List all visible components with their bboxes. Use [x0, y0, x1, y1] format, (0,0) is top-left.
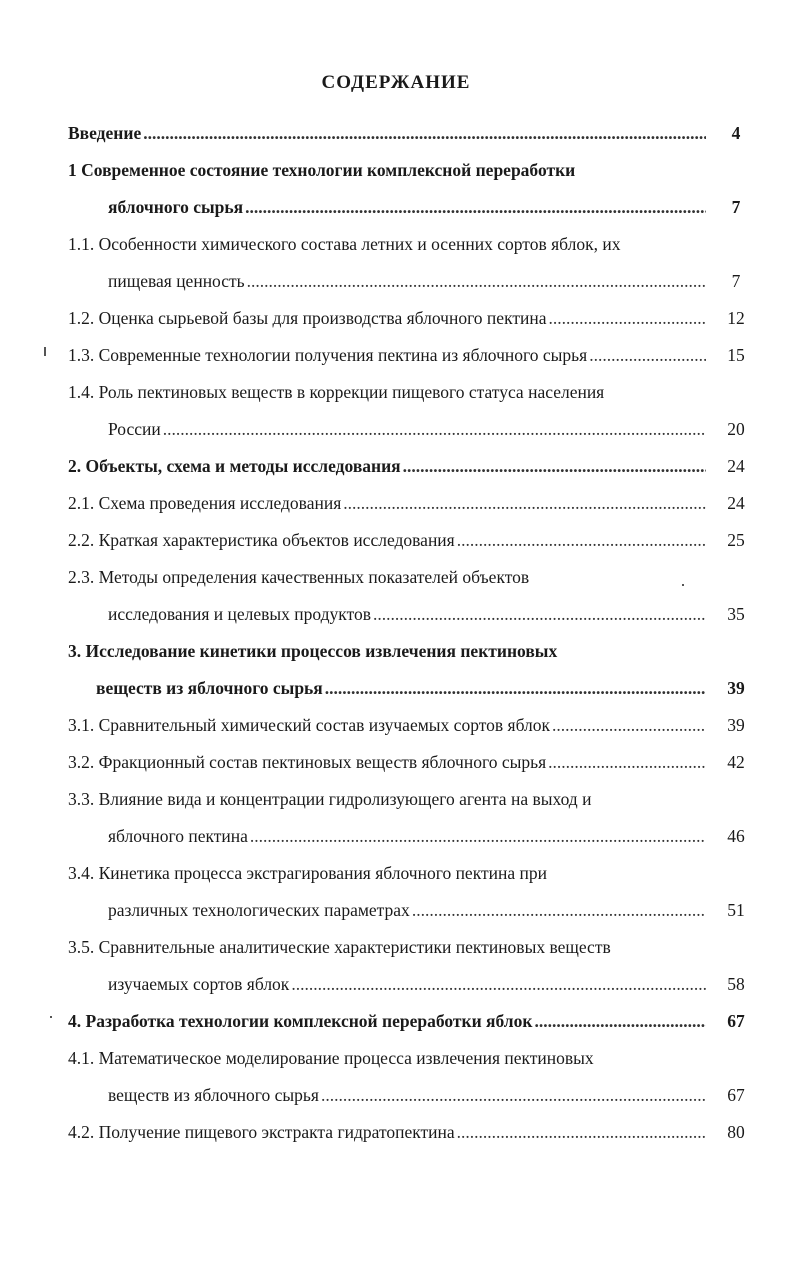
toc-entry-text: 1.2. Оценка сырьевой базы для производства яблочного пектина	[68, 308, 547, 328]
toc-page-number: 35	[727, 604, 745, 624]
toc-entry-intro	[68, 122, 706, 144]
toc-entry-text: 2.2. Краткая характеристика объектов исследования	[68, 530, 455, 550]
toc-entry-chapter-2	[68, 455, 706, 477]
toc-entry-3-2	[68, 751, 706, 773]
toc-entry-3-4: 3.4. Кинетика процесса экстрагирования яблочного пектина при	[68, 863, 547, 883]
toc-entry-2-2	[68, 529, 706, 551]
toc-page-number: 24	[727, 493, 745, 513]
toc-page-number: 12	[727, 308, 745, 328]
toc-entry-1-1: 1.1. Особенности химического состава летних и осенних сортов яблок, их	[68, 234, 621, 254]
toc-entry-text: различных технологических параметрах	[108, 900, 410, 920]
page-title: СОДЕРЖАНИЕ	[321, 72, 471, 93]
toc-page-number: 15	[727, 345, 745, 365]
toc-entry-4-2	[68, 1121, 706, 1143]
toc-entry-text: исследования и целевых продуктов	[108, 604, 372, 624]
toc-page-number: 58	[727, 974, 745, 994]
toc-entry-3-1	[68, 714, 706, 736]
toc-page-number: 67	[727, 1085, 745, 1105]
toc-entry-1-1-cont	[108, 270, 706, 292]
toc-entry-3-3: 3.3. Влияние вида и концентрации гидролизующего агента на выход и	[68, 789, 592, 809]
toc-page-number: 4	[731, 123, 741, 143]
toc-entry-text: изучаемых сортов яблок	[108, 974, 290, 994]
toc-page-number: 67	[727, 1011, 745, 1031]
toc-entry-text: России	[108, 419, 161, 439]
toc-page-number: 80	[727, 1122, 745, 1142]
scan-speck	[44, 347, 46, 356]
toc-entry-text: Введение	[68, 123, 142, 143]
toc-entry-1-4: 1.4. Роль пектиновых веществ в коррекции пищевого статуса населения	[68, 382, 605, 402]
toc-page-number: 39	[727, 715, 745, 735]
toc-page-number: 39	[727, 678, 745, 698]
toc-page-number: 51	[727, 900, 745, 920]
scan-speck	[682, 584, 684, 586]
toc-entry-chapter-1-cont	[108, 196, 706, 218]
toc-entry-chapter-1: 1 Современное состояние технологии комплексной переработки	[68, 160, 576, 180]
toc-entry-2-3-cont	[108, 603, 706, 625]
toc-page-number: 25	[727, 530, 745, 550]
toc-entry-text: 2.1. Схема проведения исследования	[68, 493, 342, 513]
toc-entry-chapter-4	[68, 1010, 706, 1032]
toc-page-number: 7	[731, 271, 741, 291]
toc-entry-chapter-3-cont	[96, 677, 706, 699]
toc-page-number: 20	[727, 419, 745, 439]
toc-entry-text: пищевая ценность	[108, 271, 245, 291]
toc-entry-text: 4. Разработка технологии комплексной переработки яблок	[68, 1011, 533, 1031]
toc-entry-1-3	[68, 344, 706, 366]
toc-entry-text: веществ из яблочного сырья	[96, 678, 323, 698]
toc-entry-text: веществ из яблочного сырья	[108, 1085, 319, 1105]
toc-entry-text: яблочного сырья	[108, 197, 244, 217]
toc-page-number: 24	[727, 456, 745, 476]
toc-entry-3-4-cont	[108, 899, 706, 921]
toc-entry-text: 1.3. Современные технологии получения пектина из яблочного сырья	[68, 345, 588, 365]
toc-page-number: 7	[731, 197, 741, 217]
toc-entry-text: 3.2. Фракционный состав пектиновых веществ яблочного сырья	[68, 752, 547, 772]
scan-speck	[50, 1016, 52, 1018]
toc-entry-2-1	[68, 492, 706, 514]
toc-entry-text: 4.2. Получение пищевого экстракта гидратопектина	[68, 1122, 455, 1142]
toc-entry-3-3-cont	[108, 825, 706, 847]
toc-entry-text: 2. Объекты, схема и методы исследования	[68, 456, 401, 476]
toc-entry-4-1-cont	[108, 1084, 706, 1106]
toc-entry-3-5-cont	[108, 973, 706, 995]
toc-entry-chapter-3: 3. Исследование кинетики процессов извлечения пектиновых	[68, 641, 558, 661]
toc-entry-text: яблочного пектина	[108, 826, 248, 846]
toc-entry-2-3: 2.3. Методы определения качественных показателей объектов	[68, 567, 530, 587]
toc-entry-4-1: 4.1. Математическое моделирование процесса извлечения пектиновых	[68, 1048, 594, 1068]
toc-entry-3-5: 3.5. Сравнительные аналитические характеристики пектиновых веществ	[68, 937, 611, 957]
toc-entry-text: 3.1. Сравнительный химический состав изучаемых сортов яблок	[68, 715, 551, 735]
toc-page-number: 46	[727, 826, 745, 846]
toc-entry-1-2	[68, 307, 706, 329]
toc-page-number: 42	[727, 752, 745, 772]
toc-entry-1-4-cont	[108, 418, 706, 440]
